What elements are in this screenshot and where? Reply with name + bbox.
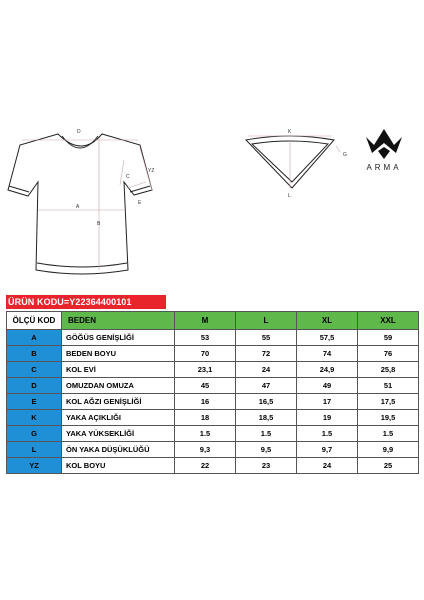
row-value: 1.5	[297, 426, 358, 442]
measurement-lines	[22, 138, 155, 270]
row-name: KOL EVİ	[62, 362, 175, 378]
header-size-m: M	[175, 312, 236, 330]
row-value: 45	[175, 378, 236, 394]
table-header-row	[7, 312, 419, 330]
label-l: L	[288, 193, 291, 199]
row-name: KOL BOYU	[62, 458, 175, 474]
label-b: B	[97, 221, 101, 227]
row-value: 25,8	[358, 362, 419, 378]
row-code: YZ	[7, 458, 62, 474]
header-size-xl: XL	[297, 312, 358, 330]
row-value: 59	[358, 330, 419, 346]
table-row	[7, 458, 419, 474]
row-value: 55	[236, 330, 297, 346]
tshirt-outline	[8, 134, 155, 274]
label-c: C	[126, 174, 130, 180]
label-g: G	[343, 152, 347, 158]
row-value: 51	[358, 378, 419, 394]
row-value: 18	[175, 410, 236, 426]
row-name: OMUZDAN OMUZA	[62, 378, 175, 394]
row-value: 23,1	[175, 362, 236, 378]
row-value: 76	[358, 346, 419, 362]
row-value: 1.5	[236, 426, 297, 442]
header-code: ÖLÇÜ KOD	[7, 312, 62, 330]
row-value: 16	[175, 394, 236, 410]
table-row	[7, 426, 419, 442]
row-name: KOL AĞZI GENİŞLİĞİ	[62, 394, 175, 410]
row-value: 18,5	[236, 410, 297, 426]
label-yz: YZ	[148, 168, 155, 174]
row-value: 72	[236, 346, 297, 362]
row-value: 1.5	[358, 426, 419, 442]
header-name: BEDEN	[62, 312, 175, 330]
row-name: YAKA AÇIKLIĞI	[62, 410, 175, 426]
row-value: 23	[236, 458, 297, 474]
row-name: ÖN YAKA DÜŞÜKLÜĞÜ	[62, 442, 175, 458]
row-name: YAKA YÜKSEKLİĞİ	[62, 426, 175, 442]
row-name: BEDEN BOYU	[62, 346, 175, 362]
row-value: 47	[236, 378, 297, 394]
row-value: 9,7	[297, 442, 358, 458]
row-value: 19	[297, 410, 358, 426]
label-d: D	[77, 129, 81, 135]
label-k: K	[288, 129, 292, 135]
brand-name: ARMA	[366, 163, 402, 172]
row-value: 22	[175, 458, 236, 474]
row-value: 24	[297, 458, 358, 474]
table-row	[7, 346, 419, 362]
row-value: 17	[297, 394, 358, 410]
row-value: 57,5	[297, 330, 358, 346]
table-row	[7, 410, 419, 426]
table-row	[7, 394, 419, 410]
row-code: G	[7, 426, 62, 442]
table-row	[7, 330, 419, 346]
row-value: 24	[236, 362, 297, 378]
table-row	[7, 442, 419, 458]
row-value: 17,5	[358, 394, 419, 410]
label-a: A	[76, 204, 80, 210]
row-value: 70	[175, 346, 236, 362]
row-code: E	[7, 394, 62, 410]
row-code: K	[7, 410, 62, 426]
product-code-banner: ÜRÜN KODU=Y22364400101	[6, 295, 166, 309]
row-value: 25	[358, 458, 419, 474]
row-value: 49	[297, 378, 358, 394]
header-size-l: L	[236, 312, 297, 330]
table-row	[7, 362, 419, 378]
row-value: 9,3	[175, 442, 236, 458]
row-value: 1.5	[175, 426, 236, 442]
row-value: 9,9	[358, 442, 419, 458]
label-e: E	[138, 200, 142, 206]
size-chart-table	[6, 311, 419, 474]
row-code: L	[7, 442, 62, 458]
row-value: 9,5	[236, 442, 297, 458]
row-value: 24,9	[297, 362, 358, 378]
row-code: C	[7, 362, 62, 378]
row-name: GÖĞÜS GENİŞLİĞİ	[62, 330, 175, 346]
table-row	[7, 378, 419, 394]
row-code: B	[7, 346, 62, 362]
row-code: D	[7, 378, 62, 394]
row-code: A	[7, 330, 62, 346]
row-value: 53	[175, 330, 236, 346]
header-size-xxl: XXL	[358, 312, 419, 330]
row-value: 19,5	[358, 410, 419, 426]
row-value: 74	[297, 346, 358, 362]
row-value: 16,5	[236, 394, 297, 410]
